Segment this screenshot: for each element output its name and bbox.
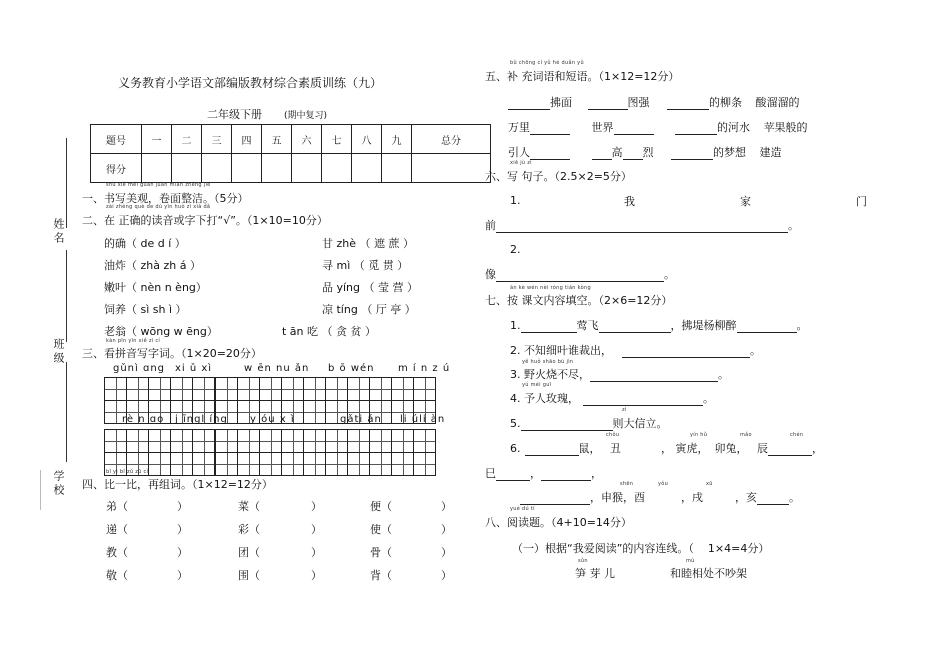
pinyin-prompt: li úli àn <box>400 414 446 425</box>
s6-q1-end: 。 <box>788 219 799 232</box>
s6-q1-start: 前 <box>485 219 496 232</box>
s5-word: 高 <box>611 146 623 159</box>
s2-item[interactable]: 品 yíng （ 莹 营 ） <box>322 281 419 294</box>
score-cell: 二 <box>172 125 202 154</box>
s7-text: 6. <box>510 442 521 455</box>
pinyin-prompt: gǎti án <box>340 414 382 425</box>
score-cell: 五 <box>262 125 292 154</box>
s2-item[interactable]: 嫩叶（ nèn n èng） <box>104 281 207 294</box>
char-grid[interactable] <box>325 452 435 476</box>
s7-text: 。 <box>796 319 808 332</box>
pinyin-annotation: àn kè wén nèi róng tián kòng <box>510 285 591 291</box>
s7-text: ， <box>591 467 602 480</box>
pinyin-annotation: mǎo <box>740 432 752 438</box>
s2-item[interactable]: 的确（ de d í ） <box>104 237 186 250</box>
s7-text: 鼠， <box>578 442 601 455</box>
s7-text: 丑 <box>610 442 621 455</box>
s5-row-2[interactable] <box>508 119 808 135</box>
s7-text: 寅虎， <box>675 442 709 455</box>
score-cell: 六 <box>292 125 322 154</box>
s7-text: 。 <box>750 344 761 357</box>
s6-q2-num: 2. <box>510 243 521 256</box>
pinyin-annotation: bǔ chōng cí yǔ hé duǎn yǔ <box>510 60 584 66</box>
sidebar-line <box>66 250 67 342</box>
s5-word: 世界 <box>591 121 614 134</box>
s4-close[interactable]: ） <box>177 569 188 582</box>
s5-word: 引人 <box>508 146 530 159</box>
s2-item[interactable]: t ān 吃 （ 贪 贫 ） <box>282 325 377 338</box>
char-grid[interactable] <box>215 429 325 453</box>
s4-close[interactable]: ） <box>311 523 322 536</box>
pinyin-annotation: shū xiě měi guān juàn miàn zhěng jié <box>106 182 211 188</box>
s7-text: ， <box>812 442 823 455</box>
s7-line-4[interactable] <box>510 390 714 406</box>
s7-text: 巳 <box>485 467 496 480</box>
s6-q2-start: 像 <box>485 268 496 281</box>
pinyin-prompt: m í n z ú <box>398 363 451 374</box>
score-cell: 一 <box>142 125 172 154</box>
s8-sub1-score: 1×4=4分） <box>707 542 770 555</box>
pinyin-annotation: yuè dú tí <box>510 506 535 512</box>
s4-close[interactable]: ） <box>441 546 452 559</box>
pinyin-prompt: w ēn nu ǎn <box>244 363 310 374</box>
pinyin-annotation: kàn pīn yīn xiě zì cí <box>106 338 161 344</box>
s4-char: 背（ <box>370 569 392 582</box>
score-input[interactable] <box>382 154 412 183</box>
s6-q1-answer[interactable] <box>485 217 799 233</box>
score-input[interactable] <box>142 154 172 183</box>
pinyin-annotation: chén <box>790 432 804 438</box>
score-cell: 八 <box>352 125 382 154</box>
s8-sub1-text: （一）根据“我爱阅读”的内容连线。（ <box>512 542 694 555</box>
s7-line-1[interactable] <box>510 317 808 333</box>
score-cell: 九 <box>382 125 412 154</box>
s6-q2-end: 。 <box>664 268 675 281</box>
s7-text: 5. <box>510 417 521 430</box>
s4-close[interactable]: ） <box>177 523 188 536</box>
s6-q1-word: 我 <box>624 195 635 208</box>
grade-label: 二年级下册 <box>207 108 262 121</box>
char-grid[interactable] <box>325 377 435 401</box>
pinyin-prompt: j īngl íng <box>175 414 228 425</box>
s8-match-left[interactable]: 笋 芽 儿 <box>575 567 615 580</box>
score-cell: 题号 <box>91 125 142 154</box>
s7-line-6b[interactable] <box>485 465 602 481</box>
s7-text: 则大信立。 <box>612 417 668 430</box>
s5-row-1[interactable] <box>508 94 800 110</box>
section-4-heading: 四、比一比，再组词。（1×12=12分） <box>82 478 273 491</box>
s2-item[interactable]: 寻 mì （ 觅 贯 ） <box>322 259 409 272</box>
s5-word: 苹果般的 <box>763 121 808 134</box>
score-input[interactable] <box>352 154 382 183</box>
s5-word: 图强 <box>627 96 650 109</box>
s5-word: 烈 <box>642 146 654 159</box>
s7-line-6c[interactable] <box>520 489 800 505</box>
pinyin-annotation: yě huǒ shāo bú jìn <box>522 359 574 365</box>
s5-word: 建造 <box>759 146 782 159</box>
score-input[interactable] <box>292 154 322 183</box>
s4-char: 递（ <box>106 523 128 536</box>
pinyin-annotation: yín hǔ <box>690 432 708 438</box>
s7-text: 2. 不知细叶谁裁出， <box>510 344 612 357</box>
pinyin-annotation: yú méi guī <box>522 382 552 388</box>
s4-char: 使（ <box>370 523 392 536</box>
s7-text: ， <box>530 467 541 480</box>
s2-item[interactable]: 油炸（ zhà zh á ） <box>104 259 201 272</box>
score-input[interactable] <box>202 154 232 183</box>
char-grid[interactable] <box>104 377 214 401</box>
score-input[interactable] <box>412 154 491 183</box>
score-input[interactable] <box>262 154 292 183</box>
s7-text: ，拂堤杨柳醉 <box>670 319 737 332</box>
s4-char: 菜（ <box>238 500 260 513</box>
pinyin-annotation: chǒu <box>606 432 620 438</box>
s5-word: 的河水 <box>717 121 750 134</box>
s7-text: 莺飞 <box>576 319 599 332</box>
char-grid[interactable] <box>215 452 325 476</box>
section-1-heading: 一、书写美观，卷面整洁。（5分） <box>82 192 249 205</box>
section-2-heading: 二、在 正确的读音或字下打“√”。（1×10=10分） <box>82 214 328 227</box>
school-label: 学校 <box>52 470 65 498</box>
s4-close[interactable]: ） <box>311 500 322 513</box>
pinyin-annotation: sǔn <box>578 558 588 564</box>
s5-word: 的柳条 <box>709 96 742 109</box>
section-3-heading: 三、看拼音写字词。（1×20=20分） <box>82 347 262 360</box>
s7-line-3[interactable] <box>510 366 729 382</box>
s7-line-6[interactable] <box>510 440 823 456</box>
s7-text: 卯兔， <box>714 442 748 455</box>
s7-text: 3. 野火烧不尽， <box>510 368 590 381</box>
sidebar-edge <box>40 470 41 510</box>
s6-q1-word: 门 <box>856 195 867 208</box>
s4-char: 骨（ <box>370 546 392 559</box>
score-input[interactable] <box>232 154 262 183</box>
s2-item[interactable]: 老翁（ wōng w ēng） <box>104 325 218 338</box>
section-6-heading: 六、写 句子。（2.5×2=5分） <box>485 170 632 183</box>
s7-text: ， <box>661 442 672 455</box>
pinyin-prompt: gǔnì ɑng <box>113 363 166 374</box>
s6-q2-answer[interactable] <box>485 266 675 282</box>
grade-note: (期中复习) <box>284 111 328 121</box>
s6-q1-word: 家 <box>740 195 751 208</box>
s5-row-3[interactable] <box>508 144 782 160</box>
sidebar-line <box>66 362 67 462</box>
score-table <box>90 124 491 183</box>
section-7-heading: 七、按 课文内容填空。（2×6=12分） <box>485 294 673 307</box>
s4-close[interactable]: ） <box>441 500 452 513</box>
char-grid[interactable] <box>325 429 435 453</box>
s2-item[interactable]: 凉 tíng （ 厅 亭 ） <box>322 303 416 316</box>
s4-char: 彩（ <box>238 523 260 536</box>
s7-line-5[interactable] <box>510 415 668 431</box>
s4-char: 教（ <box>106 546 128 559</box>
s8-sub1-heading <box>512 540 769 556</box>
s2-item[interactable]: 甘 zhè （ 遮 蔗 ） <box>322 237 414 250</box>
pinyin-prompt: xi ǔ xì <box>175 363 213 374</box>
score-cell: 七 <box>322 125 352 154</box>
s4-close[interactable]: ） <box>177 500 188 513</box>
s7-text: 。 <box>789 491 800 504</box>
score-cell: 三 <box>202 125 232 154</box>
s7-text: ，亥 <box>735 491 757 504</box>
pinyin-annotation: xiě jù zi <box>510 160 532 166</box>
section-8-heading: 八、阅读题。（4+10=14分） <box>485 516 632 529</box>
char-grid[interactable] <box>104 429 214 453</box>
s4-char: 围（ <box>238 569 260 582</box>
s4-close[interactable]: ） <box>441 523 452 536</box>
s5-word: 的梦想 <box>713 146 746 159</box>
s7-text: ，申猴，酉 <box>590 491 645 504</box>
s2-item[interactable]: 饲养（ sì sh ì ） <box>104 303 187 316</box>
s4-close[interactable]: ） <box>177 546 188 559</box>
score-value-row <box>91 154 491 183</box>
sidebar-line <box>66 138 67 228</box>
score-header-row <box>91 125 491 154</box>
pinyin-prompt: y óu x ì <box>250 414 295 425</box>
pinyin-prompt: rè n ɑo <box>122 414 165 425</box>
pinyin-annotation: shēn <box>620 481 634 487</box>
s4-close[interactable]: ） <box>311 569 322 582</box>
class-label: 班级 <box>52 338 65 366</box>
pinyin-annotation: yǒu <box>658 481 669 487</box>
s5-word: 拂面 <box>550 96 572 109</box>
section-5-heading: 五、补 充词语和短语。（1×12=12分） <box>485 70 680 83</box>
s7-text: 辰 <box>757 442 768 455</box>
s4-char: 便（ <box>370 500 392 513</box>
s7-text: 。 <box>703 392 714 405</box>
s7-text: ，戌 <box>681 491 703 504</box>
s4-char: 敬（ <box>106 569 128 582</box>
document-title: 义务教育小学语文部编版教材综合素质训练（九） <box>118 76 383 90</box>
score-cell: 总分 <box>412 125 491 154</box>
s4-char: 团（ <box>238 546 260 559</box>
pinyin-annotation: xū <box>706 481 713 487</box>
s4-char: 弟（ <box>106 500 128 513</box>
score-input[interactable] <box>172 154 202 183</box>
s7-line-2[interactable] <box>510 342 761 358</box>
pinyin-annotation: bǐ yi bǐ zǔ zū cí <box>106 469 149 475</box>
s5-word: 万里 <box>508 121 530 134</box>
name-label: 姓名 <box>52 218 65 246</box>
s4-close[interactable]: ） <box>311 546 322 559</box>
pinyin-annotation: mù <box>686 558 695 564</box>
s5-word: 酸溜溜的 <box>755 96 800 109</box>
s7-text: 。 <box>718 368 729 381</box>
score-label: 得分 <box>91 154 142 183</box>
pinyin-prompt: b ō wén <box>328 363 375 374</box>
char-grid[interactable] <box>215 377 325 401</box>
s6-q1-num: 1. <box>510 194 521 207</box>
pinyin-annotation: zì <box>622 407 627 413</box>
score-input[interactable] <box>322 154 352 183</box>
s8-match-right[interactable]: 和睦相处不吵架 <box>670 567 747 580</box>
score-cell: 四 <box>232 125 262 154</box>
pinyin-annotation: zài zhèng què de dú yīn huò zì xià dǎ <box>106 204 211 210</box>
s7-text: 1. <box>510 319 521 332</box>
s7-text: 4. 予人玫瑰， <box>510 392 579 405</box>
s4-close[interactable]: ） <box>441 569 452 582</box>
